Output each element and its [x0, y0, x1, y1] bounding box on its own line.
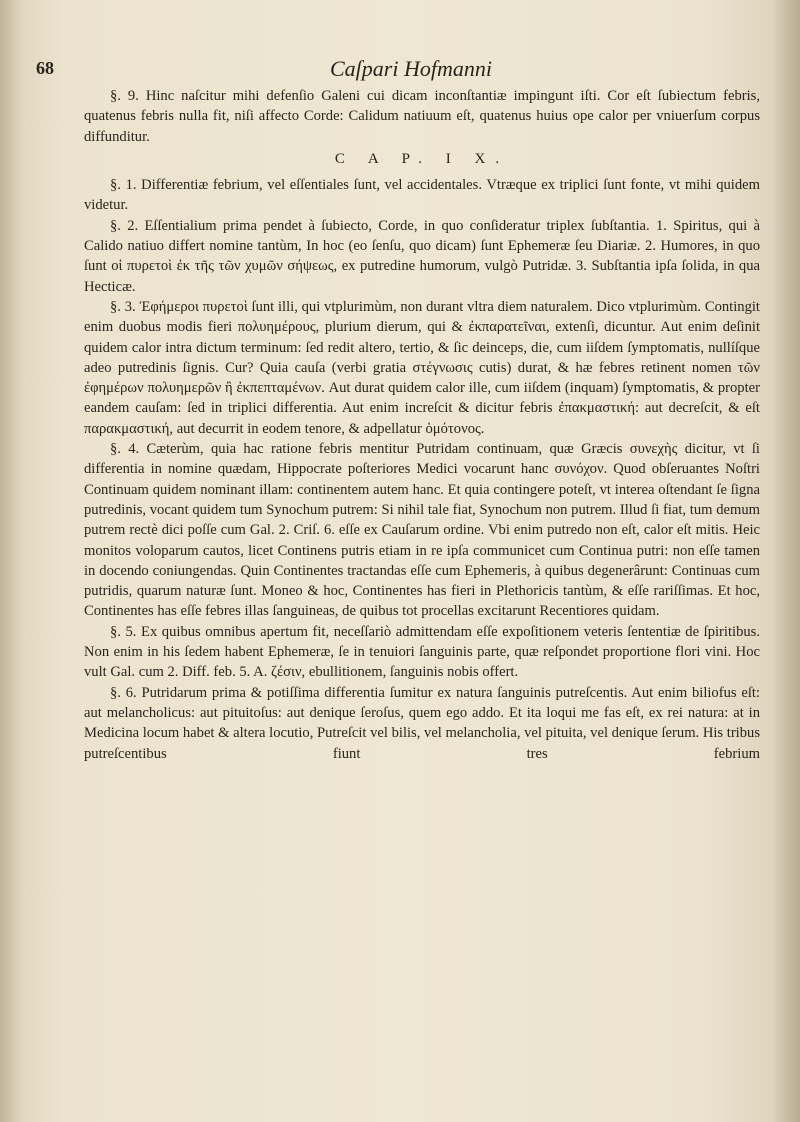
paragraph-s6: §. 6. Putridarum prima & potiſſima differentia ſumitur ex natura ſanguinis putreſcentis. Aut enim biliofus eſt: aut melancholicus: aut pituitoſus: aut denique ſeroſus, quem ego addo. Et ita loqui me fas eſt, ex rei natura: at in Medicina locum habet & altera locutio, Putreſcit vel bilis, vel melancholia, vel pituita, vel denique ſerum. His tribus putreſcentibus fiunt tres febrium — [84, 684, 761, 762]
gutter-shadow — [0, 0, 22, 1122]
page-number: 68 — [36, 58, 54, 78]
running-head: Caſpari Hofmanni — [330, 56, 492, 81]
paragraph-s4: §. 4. Cæterùm, quia hac ratione febris mentitur Putridam continuam, quæ Græcis συνεχὴς dicitur, vt ſi differentia in nomine quædam, Hippocrate poſteriores Medici vocarunt hanc συνόχον. Quod obſeruantes Noſtri Continuam quidem nominant illam: continentem autem hanc. Et quia contingere poteſt, vt interea oſtendant ſe ſigna putredinis, vocant quidem tum Synochum putrem: Si nihil tale fiat, Synochum non putrem. Illud ſi fiat, tum demum putrem rectè dici poſſe cum Gal. 2. Criſ. 6. eſſe ex Cauſarum ordine. Vbi enim putredo non eſt, calor eſt mitis. Heic monitos voloparum cautos, licet Continens putris etiam in re ipſa communicet cum Continua putri: non eſſe tamen in docendo coniungendas. Quin Continentes tractandas eſſe cum Ephemeris, à quibus degenerârunt: Continuas cum putridis, quarum naturæ ſunt. Moneo & hoc, Continentes has fieri in Plethoricis tantùm, & eſſe rariſſimas. Et hoc, Continentes has eſſe febres illas ſanguineas, de quibus tot procellas excitarunt Recentiores quidam. — [84, 441, 760, 620]
page-edge-shadow — [772, 0, 800, 1122]
paragraph-s1: §. 1. Differentiæ febrium, vel eſſentiales ſunt, vel accidentales. Vtræque ex triplici ſunt fonte, vt mihi quidem videtur. — [84, 177, 760, 214]
paragraph-s9: §. 9. Hinc naſcitur mihi defenſio Galeni cui dicam inconſtantiæ impingunt iſti. Cor eſt ſubiectum febris, quatenus febris nulla fit, niſi affecto Corde: Calidum natiuum eſt, quatenus huius ope calor per vniuerſum corpus diffunditur. — [84, 88, 760, 145]
text-block — [84, 86, 760, 764]
paragraph-s5: §. 5. Ex quibus omnibus apertum fit, neceſſariò admittendam eſſe expoſitionem veteris ſententiæ de ſpiritibus. Non enim in his ſedem habent Ephemeræ, ſe in tenuiori ſanguinis parte, quæ reſpondet proportione flori vini. Hoc vult Gal. cum 2. Diff. feb. 5. A. ζέσιν, ebullitionem, ſanguinis nobis offert. — [84, 623, 760, 681]
paragraph-s3: §. 3. Ἐφήμεροι πυρετοὶ ſunt illi, qui vtplurimùm, non durant vltra diem naturalem. Dico vtplurimùm. Contingit enim duobus modis fieri πολυημέρους, plurium dierum, qui & ἐκπαρατεῖναι, extenſi, dicuntur. Aut enim deſinit quidem calor intra dictum terminum: ſed redit altero, tertio, & ſic deinceps, die, cum iiſdem ſymptomatis, nullíſque adeo putredinis ſignis. Cur? Quia cauſa (verbi gratia στέγνωσις cutis) durat, & hæ febres retinent nomen τῶν ἐφημέρων πολυημερῶν ἢ ἐκπεπταμένων. Aut durat quidem calor ille, cum iiſdem (inquam) ſymptomatis, & propter eandem cauſam: ſed in triplici differentia. Aut enim increſcit & dicitur febris ἐπακμαστική: aut decreſcit, & eſt παρακμαστική, aut decurrit in eodem tenore, & adpellatur ὁμότονος. — [84, 298, 760, 437]
chapter-heading: C A P. I X. — [334, 150, 510, 167]
paragraph-s2: §. 2. Eſſentialium prima pendet à ſubiecto, Corde, in quo conſideratur triplex ſubſtantia. 1. Spiritus, qui à Calido natiuo differt nomine tantùm, In hoc (eo ſenſu, quo dicam) ſunt Ephemeræ ſeu Diariæ. 2. Humores, in quo ſunt οἱ πυρετοὶ ἐκ τῆς τῶν χυμῶν σήψεως, ex putredine humorum, vulgò Putridæ. 3. Subſtantia ipſa ſolida, in qua Hecticæ. — [84, 217, 760, 295]
